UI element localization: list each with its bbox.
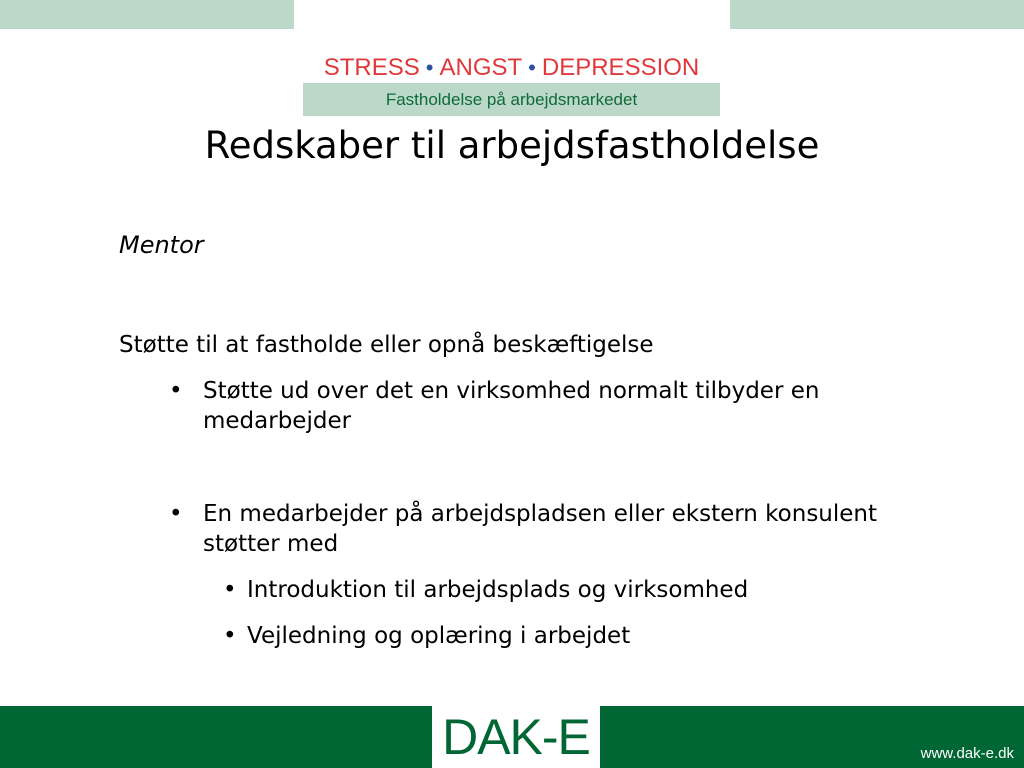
bullet-text: En medarbejder på arbejdspladsen eller ekstern konsulent støtter med bbox=[203, 501, 878, 557]
logo-word-angst: ANGST bbox=[439, 54, 523, 81]
logo-separator: • bbox=[425, 55, 434, 80]
logo-tagline: Fastholdelse på arbejdsmarkedet bbox=[303, 83, 720, 116]
top-accent-bar-left bbox=[0, 0, 294, 29]
sub-bullet-item bbox=[223, 621, 630, 651]
logo-word-stress: STRESS bbox=[323, 54, 420, 81]
bullet-text: Støtte ud over det en virksomhed normalt tilbyder en medarbejder bbox=[203, 378, 820, 434]
footer-logo-text: DAK-E bbox=[442, 709, 590, 765]
bullet-mark: • bbox=[223, 623, 237, 649]
footer-bar bbox=[0, 706, 1024, 768]
bullet-mark: • bbox=[169, 501, 183, 527]
sub-bullet-item bbox=[223, 575, 748, 605]
bullet-mark: • bbox=[169, 378, 183, 404]
top-accent-bar-right bbox=[730, 0, 1024, 29]
sub-bullet-text: Vejledning og oplæring i arbejdet bbox=[247, 623, 631, 649]
footer-url[interactable]: www.dak-e.dk bbox=[920, 745, 1014, 762]
sub-bullet-text: Introduktion til arbejdsplads og virksomhed bbox=[247, 577, 749, 603]
slide-title: Redskaber til arbejdsfastholdelse bbox=[204, 124, 820, 167]
intro-text: Støtte til at fastholde eller opnå beskæftigelse bbox=[119, 332, 654, 358]
slide-subtitle: Mentor bbox=[119, 231, 204, 259]
footer-logo bbox=[432, 706, 600, 768]
logo-word-depression: DEPRESSION bbox=[541, 54, 700, 81]
header-logo bbox=[303, 53, 720, 117]
bullet-mark: • bbox=[223, 577, 237, 603]
logo-headline bbox=[303, 53, 720, 83]
logo-separator: • bbox=[528, 55, 536, 80]
bullet-item bbox=[169, 499, 909, 559]
bullet-item bbox=[169, 376, 909, 436]
